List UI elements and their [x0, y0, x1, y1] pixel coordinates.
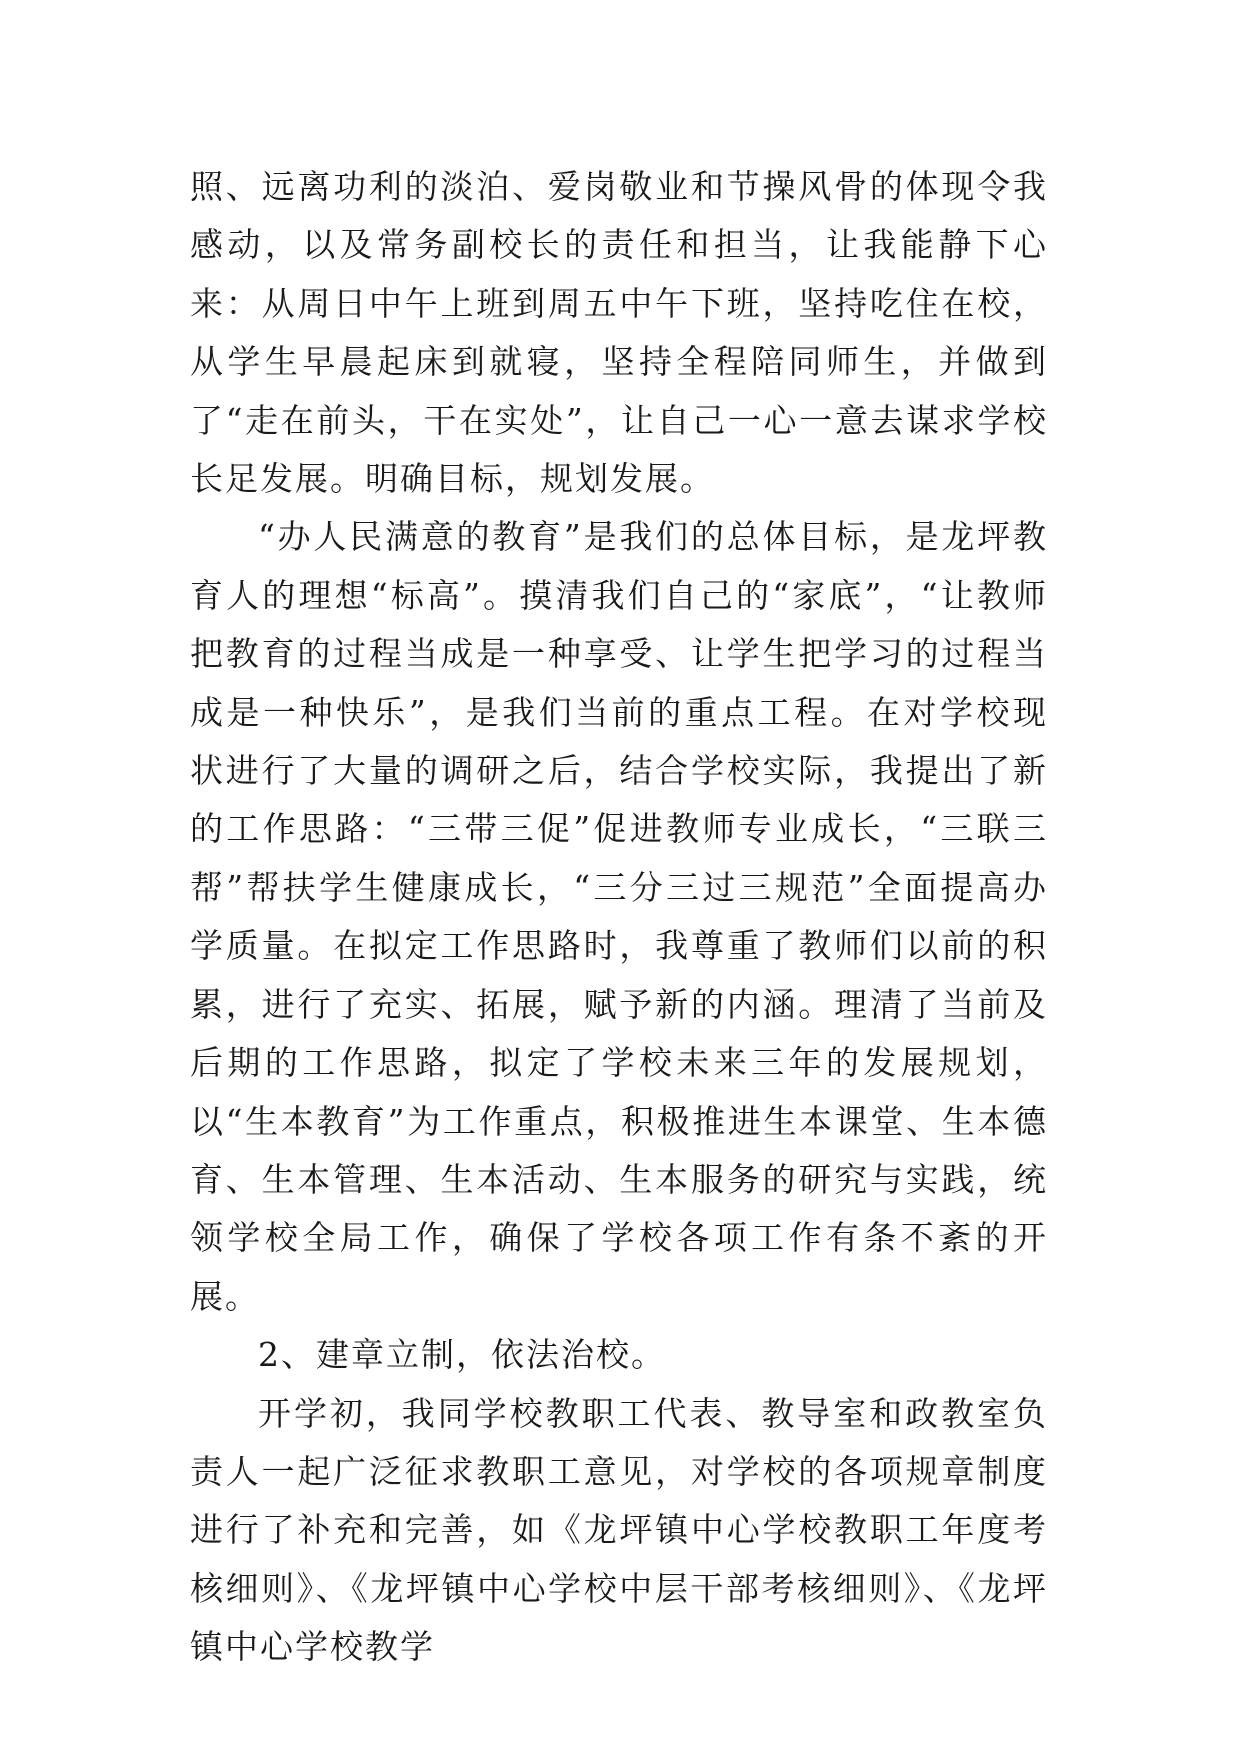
paragraph-rules: 开学初，我同学校教职工代表、教导室和政教室负责人一起广泛征求教职工意见，对学校的各项规章制度进行了补充和完善，如《龙坪镇中心学校教职工年度考核细则》、《龙坪镇中心学校中层干部考核细则》、《龙坪镇中心学校教学 [190, 1393, 1048, 1667]
paragraph-continuation: 照、远离功利的淡泊、爱岗敬业和节操风骨的体现令我感动，以及常务副校长的责任和担当，让我能静下心来：从周日中午上班到周五中午下班，坚持吃住在校，从学生早晨起床到就寝，坚持全程陪同师生，并做到了“走在前头，干在实处”，让自己一心一意去谋求学校长足发展。明确目标，规划发展。 [190, 167, 1048, 499]
section-heading-rules: 2、建章立制，依法治校。 [258, 1335, 666, 1375]
body-text [190, 158, 1048, 1677]
paragraph-goals: “办人民满意的教育”是我们的总体目标，是龙坪教育人的理想“标高”。摸清我们自己的“家底”，“让教师把教育的过程当成是一种享受、让学生把学习的过程当成是一种快乐”，是我们当前的重点工程。在对学校现状进行了大量的调研之后，结合学校实际，我提出了新的工作思路：“三带三促”促进教师专业成长，“三联三帮”帮扶学生健康成长，“三分三过三规范”全面提高办学质量。在拟定工作思路时，我尊重了教师们以前的积累，进行了充实、拓展，赋予新的内涵。理清了当前及后期的工作思路，拟定了学校未来三年的发展规划，以“生本教育”为工作重点，积极推进生本课堂、生本德育、生本管理、生本活动、生本服务的研究与实践，统领学校全局工作，确保了学校各项工作有条不紊的开展。 [190, 517, 1048, 1316]
